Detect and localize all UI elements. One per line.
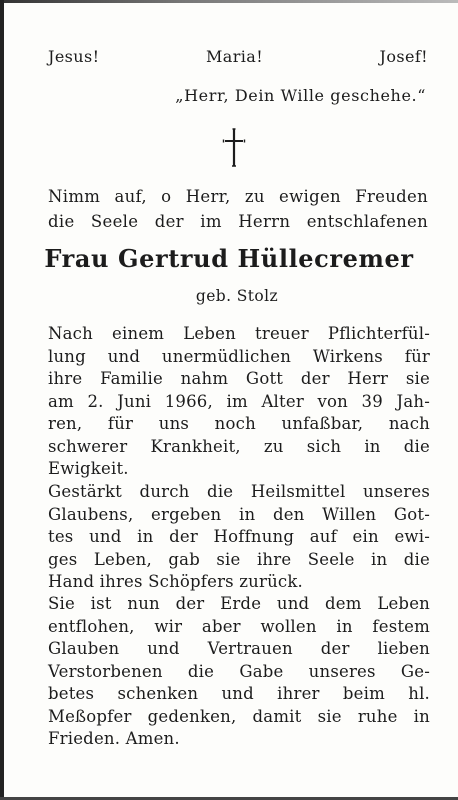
- text-line: Glaubens, ergeben in den Willen Got-: [48, 504, 430, 524]
- left-border: [0, 0, 4, 800]
- text-line: Verstorbenen die Gabe unseres Ge-: [48, 661, 430, 681]
- text-line: ges Leben, gab sie ihre Seele in die: [48, 549, 430, 569]
- biography-paragraph: [48, 323, 430, 481]
- text-line: Hand ihres Schöpfers zurück.: [48, 572, 303, 591]
- intro-line: Nimm auf, o Herr, zu ewigen Freuden: [48, 187, 428, 206]
- intro-line: die Seele der im Herrn entschlafenen: [48, 212, 428, 231]
- intro-text: [48, 184, 428, 234]
- text-line: tes und in der Hoffnung auf ein ewi-: [48, 527, 430, 546]
- faith-paragraph: [48, 481, 430, 594]
- text-line: Ewigkeit.: [48, 459, 129, 478]
- text-line: lung und unermüdlichen Wirkens für: [48, 346, 430, 366]
- text-line: Nach einem Leben treuer Pflichterfül-: [48, 324, 430, 343]
- prayer-quote: „Herr, Dein Wille geschehe.“: [175, 86, 426, 105]
- text-line: ren, für uns noch unfaßbar, nach: [48, 414, 430, 433]
- invocation-maria: Maria!: [206, 47, 264, 66]
- text-line: Gestärkt durch die Heilsmittel unseres: [48, 482, 430, 501]
- closing-paragraph: [48, 593, 430, 751]
- text-line: Glauben und Vertrauen der lieben: [48, 639, 430, 658]
- maiden-name: geb. Stolz: [195, 287, 279, 305]
- text-line: Meßopfer gedenken, damit sie ruhe in: [48, 706, 430, 726]
- latin-cross-icon: [221, 128, 247, 168]
- top-border: [0, 0, 458, 3]
- text-line: Sie ist nun der Erde und dem Leben: [48, 594, 430, 613]
- text-line: am 2. Juni 1966, im Alter von 39 Jah-: [48, 391, 430, 411]
- text-line: entflohen, wir aber wollen in festem: [48, 616, 430, 636]
- text-line: schwerer Krankheit, zu sich in die: [48, 436, 430, 456]
- deceased-name: Frau Gertrud Hüllecremer: [44, 244, 414, 273]
- invocation-josef: Josef!: [379, 47, 428, 66]
- text-line: Frieden. Amen.: [48, 729, 180, 748]
- invocation-jesus: Jesus!: [48, 47, 100, 66]
- text-line: ihre Familie nahm Gott der Herr sie: [48, 369, 430, 388]
- text-line: betes schenken und ihrer beim hl.: [48, 684, 430, 703]
